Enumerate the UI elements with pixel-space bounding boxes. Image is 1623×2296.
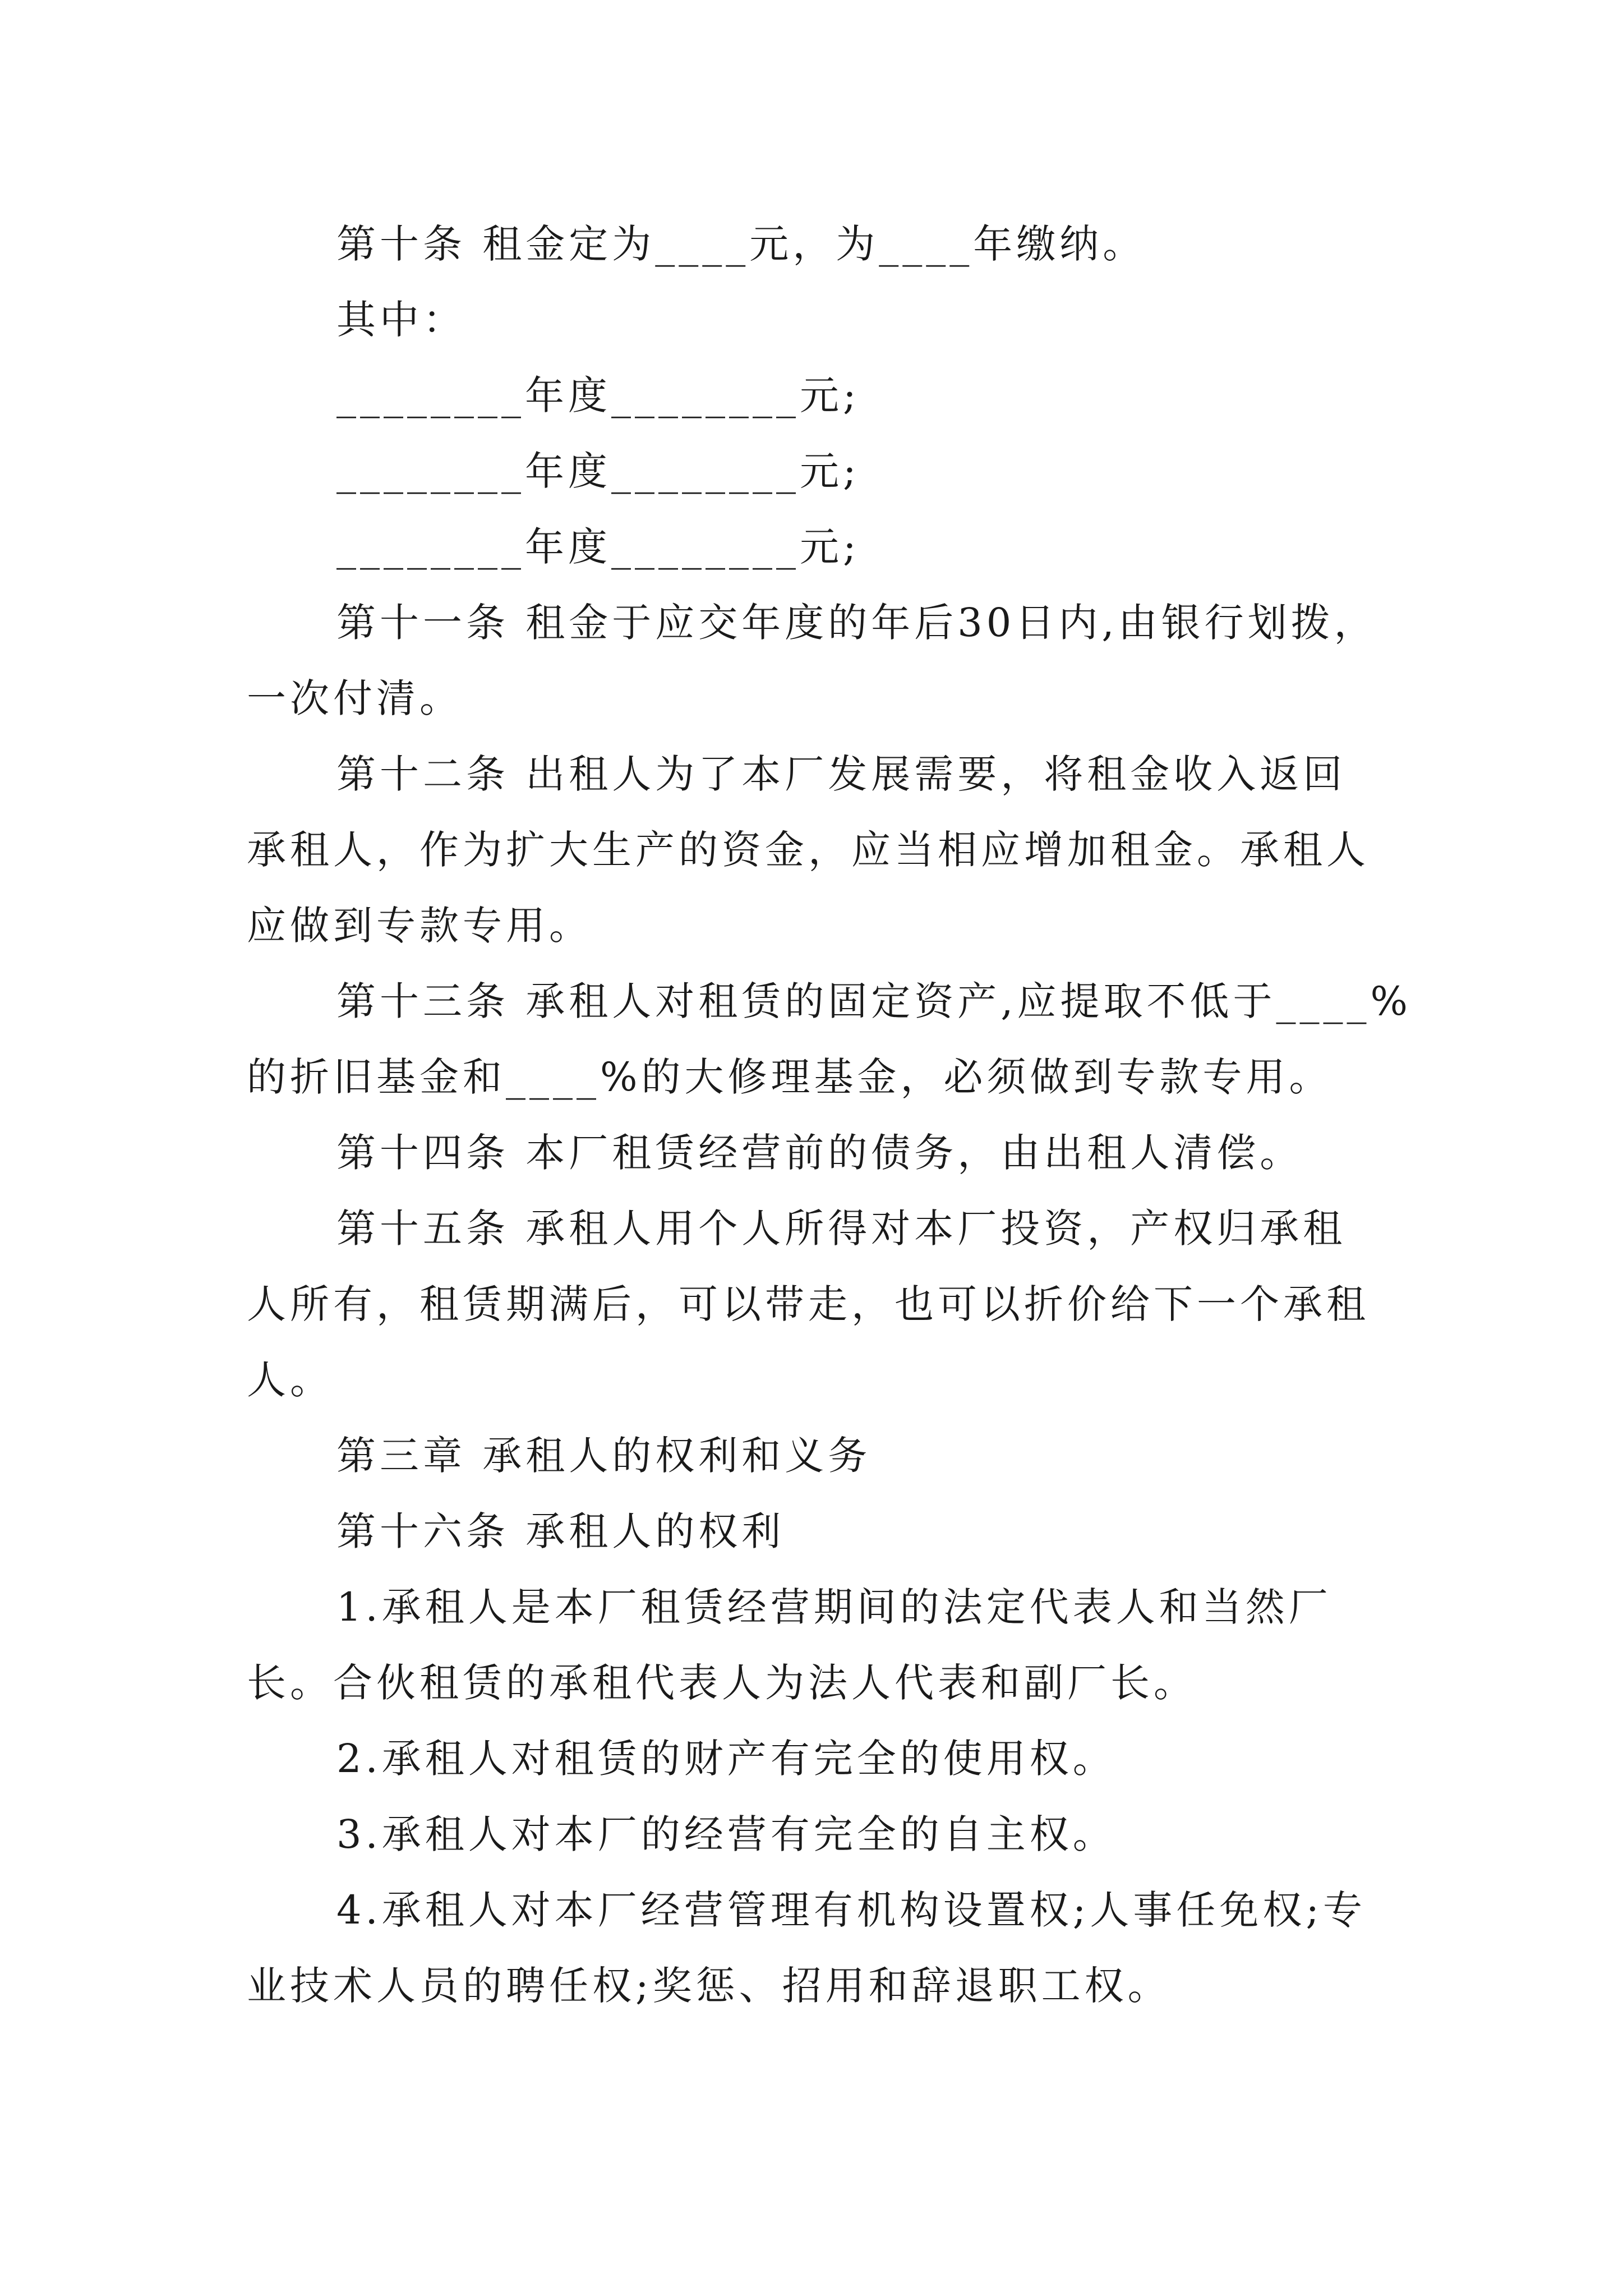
article-14-line: 第十四条 本厂租赁经营前的债务，由出租人清偿。 bbox=[336, 1130, 1303, 1176]
article-16-heading: 第十六条 承租人的权利 bbox=[336, 1508, 785, 1554]
among-them-line: 其中： bbox=[336, 297, 466, 343]
right-2-line: 2.承租人对租赁的财产有完全的使用权。 bbox=[336, 1736, 1116, 1782]
year-amount-line-2: ________年度________元; bbox=[336, 448, 860, 494]
year-amount-line-1: ________年度________元; bbox=[336, 372, 860, 418]
right-1-line-2: 长。合伙租赁的承租代表人为法人代表和副厂长。 bbox=[247, 1660, 1197, 1706]
article-12-line-3: 应做到专款专用。 bbox=[247, 903, 592, 949]
right-4-line-2: 业技术人员的聘任权;奖惩、招用和辞退职工权。 bbox=[247, 1963, 1171, 2009]
article-12-line-1: 第十二条 出租人为了本厂发展需要，将租金收入返回 bbox=[336, 751, 1347, 797]
chapter-3-heading: 第三章 承租人的权利和义务 bbox=[336, 1433, 872, 1479]
right-1-line-1: 1.承租人是本厂租赁经营期间的法定代表人和当然厂 bbox=[336, 1584, 1332, 1630]
article-15-line-1: 第十五条 承租人用个人所得对本厂投资，产权归承租 bbox=[336, 1205, 1347, 1251]
article-12-line-2: 承租人，作为扩大生产的资金，应当相应增加租金。承租人 bbox=[247, 827, 1370, 873]
right-4-line-1: 4.承租人对本厂经营管理有机构设置权;人事任免权;专 bbox=[336, 1887, 1366, 1933]
article-15-line-2: 人所有，租赁期满后，可以带走，也可以折价给下一个承租 bbox=[247, 1281, 1370, 1327]
article-11-line-2: 一次付清。 bbox=[247, 675, 463, 721]
article-10-line: 第十条 租金定为____元，为____年缴纳。 bbox=[336, 221, 1146, 267]
article-13-line-2: 的折旧基金和____%的大修理基金，必须做到专款专用。 bbox=[247, 1054, 1332, 1100]
article-15-line-3: 人。 bbox=[247, 1357, 333, 1403]
year-amount-line-3: ________年度________元; bbox=[336, 524, 860, 570]
article-13-line-1: 第十三条 承租人对租赁的固定资产,应提取不低于____% bbox=[336, 978, 1412, 1024]
article-11-line-1: 第十一条 租金于应交年度的年后30日内,由银行划拨， bbox=[336, 600, 1377, 646]
right-3-line: 3.承租人对本厂的经营有完全的自主权。 bbox=[336, 1811, 1116, 1857]
